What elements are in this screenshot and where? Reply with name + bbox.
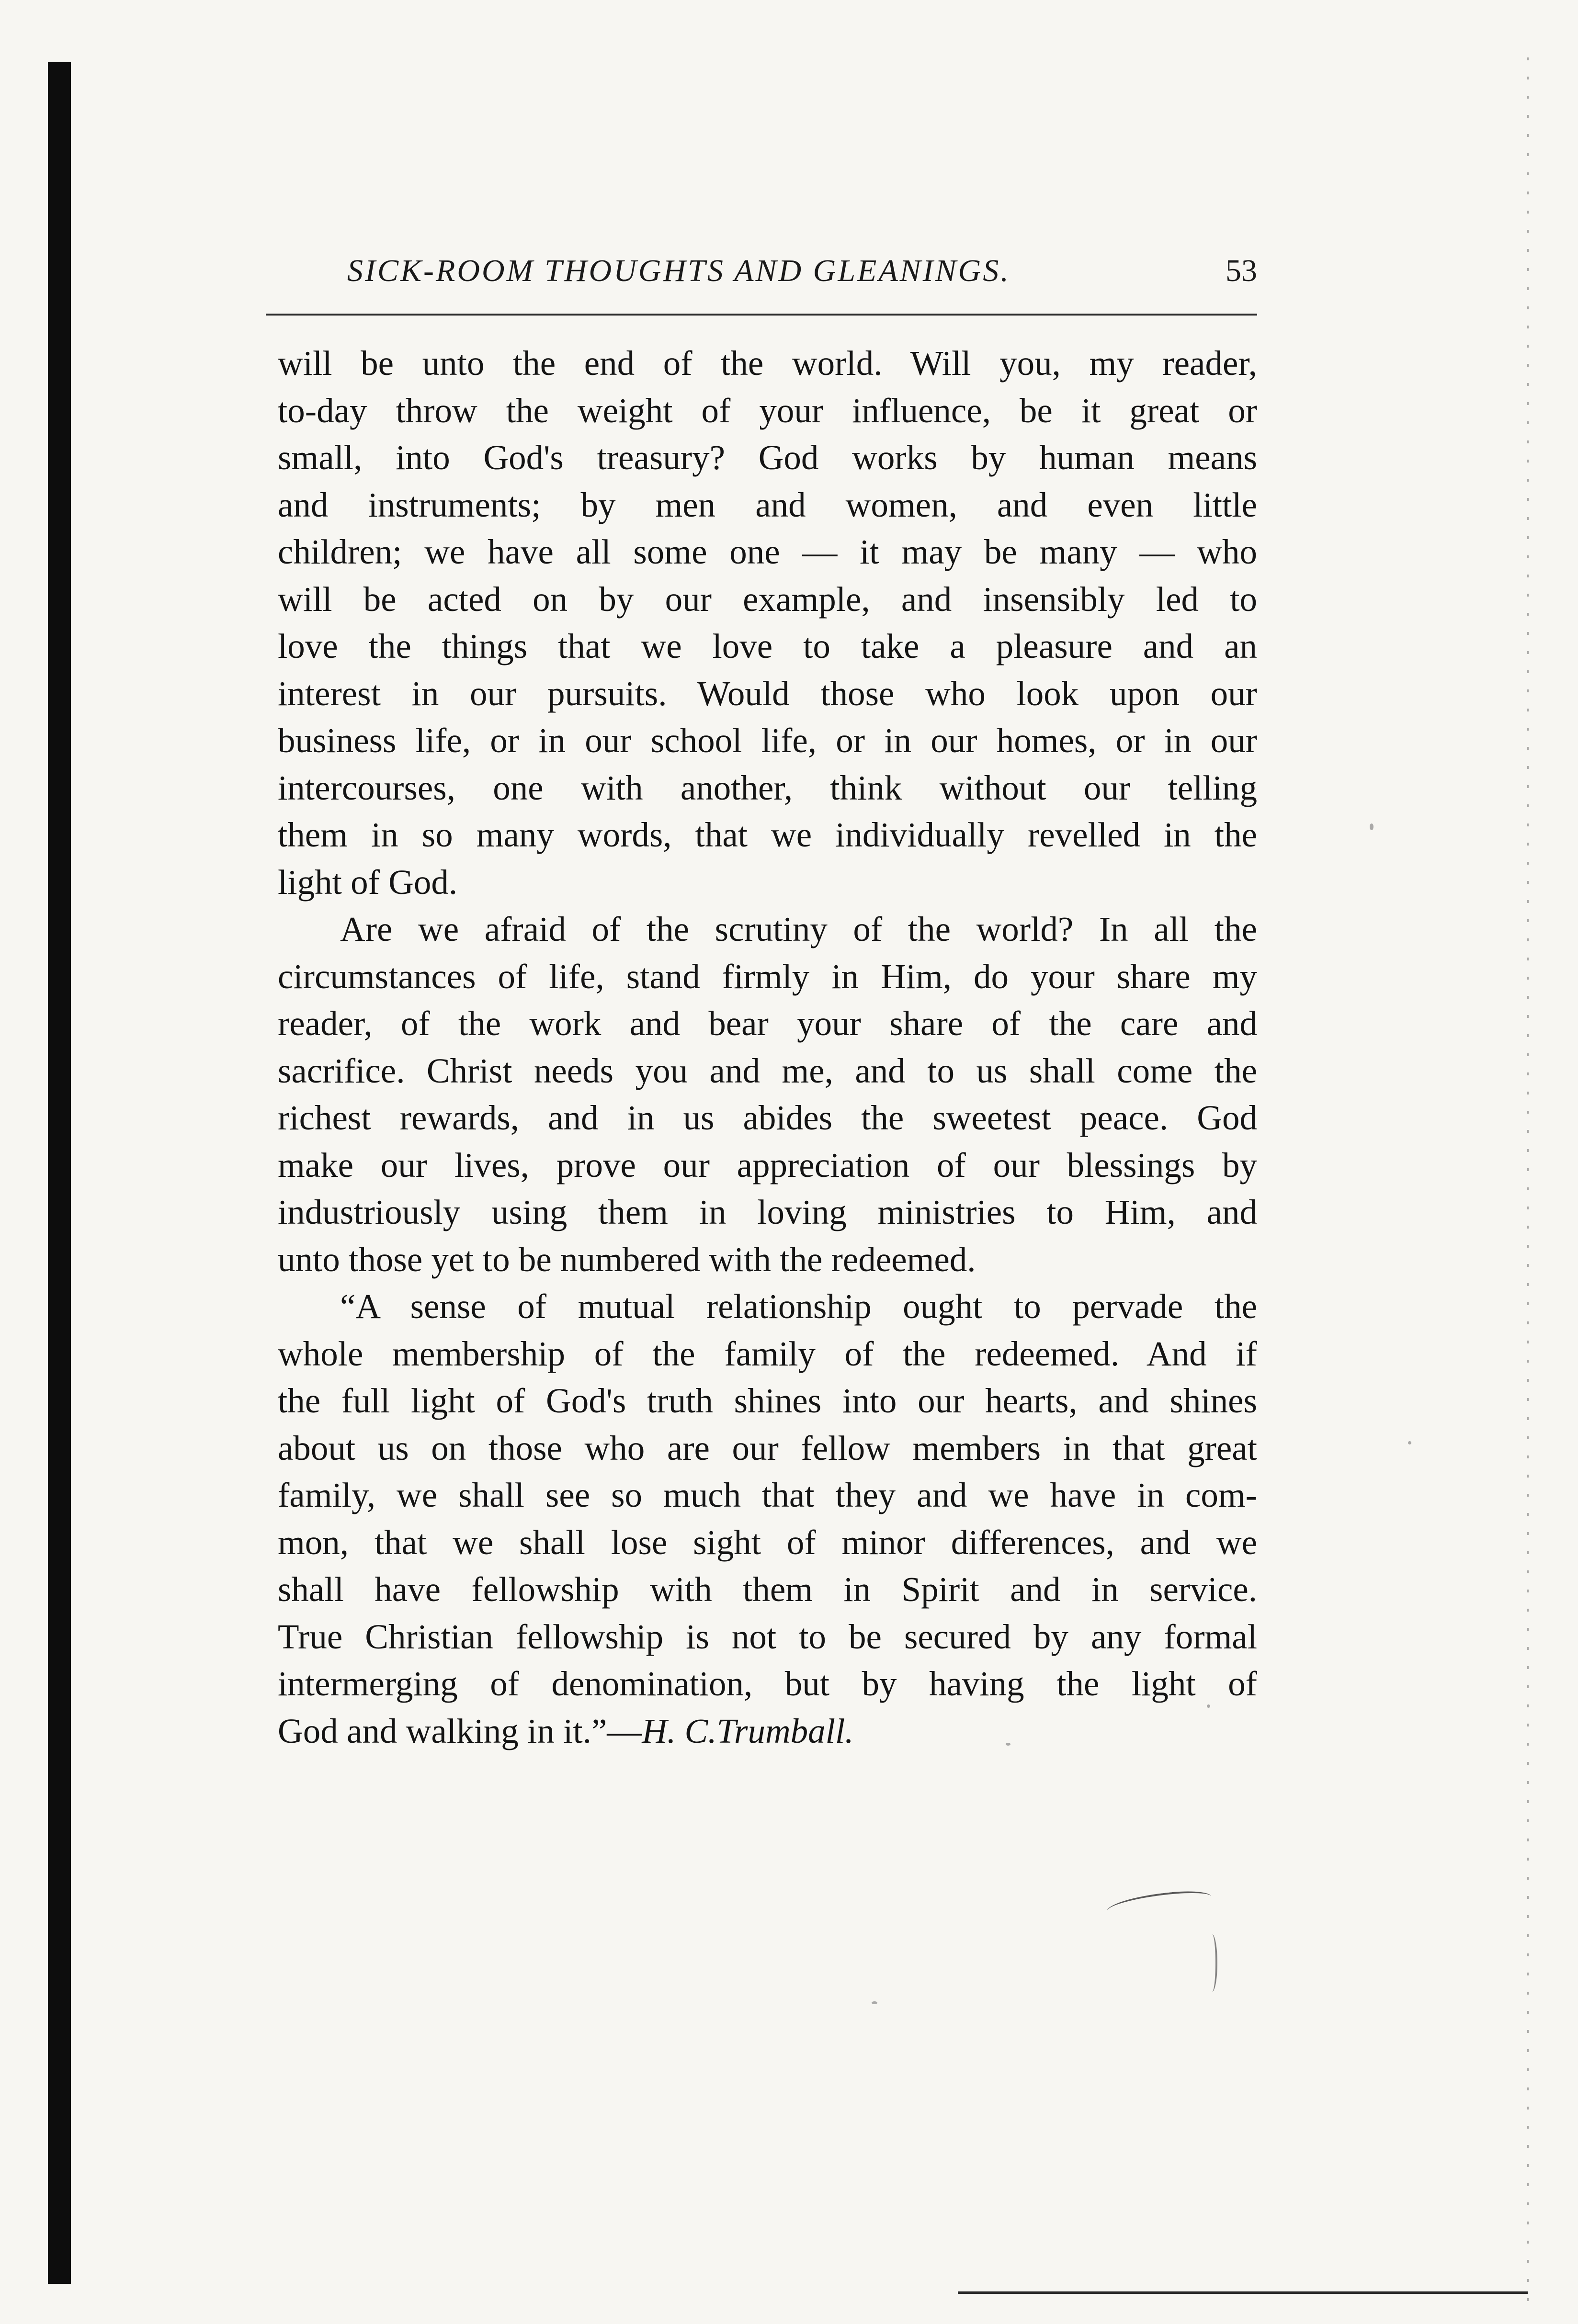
- paper-speck: [1207, 1704, 1210, 1708]
- running-title: SICK-ROOM THOUGHTS AND GLEANINGS.: [347, 253, 1010, 288]
- pen-mark: [1105, 1888, 1212, 1920]
- paper-speck: [1408, 1441, 1411, 1444]
- text-line: industriously using them in loving ministries to Him, and: [278, 1193, 1257, 1231]
- text-line: intermerging of denomination, but by having the light of: [278, 1664, 1257, 1703]
- text-line: to-day throw the weight of your influence, be it great or: [278, 391, 1257, 430]
- text-line: True Christian fellowship is not to be secured by any formal: [278, 1617, 1257, 1656]
- text-line: reader, of the work and bear your share of the care and: [278, 1004, 1257, 1043]
- page-edge-bottom: [958, 2291, 1528, 2294]
- pen-mark-tail: [1207, 1934, 1217, 1992]
- text-line: unto those yet to be numbered with the redeemed.: [278, 1240, 976, 1279]
- paper-speck: [872, 2001, 877, 2004]
- text-line: light of God.: [278, 862, 458, 902]
- text-line: about us on those who are our fellow members in that great: [278, 1428, 1257, 1467]
- header-rule: [266, 314, 1257, 316]
- text-line: will be unto the end of the world. Will you, my reader,: [278, 344, 1257, 383]
- quote-attribution: H. C.Trumball.: [642, 1711, 854, 1750]
- paper-speck: [1006, 1743, 1010, 1746]
- text-line: and instruments; by men and women, and even little: [278, 485, 1257, 524]
- text-line: make our lives, prove our appreciation of our blessings by: [278, 1145, 1257, 1185]
- text-line: them in so many words, that we individually revelled in the: [278, 815, 1257, 854]
- text-line: “A sense of mutual relationship ought to pervade the: [340, 1287, 1257, 1326]
- text-line: richest rewards, and in us abides the sweetest peace. God: [278, 1098, 1257, 1137]
- text-line-final: [278, 1708, 1257, 1755]
- body-text: [278, 340, 1257, 1755]
- text-line: intercourses, one with another, think without our telling: [278, 768, 1257, 807]
- text-line: Are we afraid of the scrutiny of the world? In all the: [340, 910, 1257, 948]
- page-edge-right: [1527, 57, 1529, 2303]
- text-line: children; we have all some one — it may be many — who: [278, 532, 1257, 571]
- page-header: [266, 248, 1257, 301]
- paper-speck: [1370, 824, 1374, 830]
- text-line: whole membership of the family of the redeemed. And if: [278, 1334, 1257, 1373]
- text-line: shall have fellowship with them in Spirit and in service.: [278, 1570, 1257, 1609]
- text-line: interest in our pursuits. Would those who look upon our: [278, 674, 1257, 713]
- text-line: sacrifice. Christ needs you and me, and to us shall come the: [278, 1051, 1257, 1090]
- text-line-tail: God and walking in it.”—: [278, 1711, 642, 1750]
- text-line: circumstances of life, stand firmly in Him, do your share my: [278, 957, 1257, 996]
- text-line: will be acted on by our example, and insensibly led to: [278, 579, 1257, 619]
- book-binding-shadow: [48, 62, 71, 2284]
- text-line: mon, that we shall lose sight of minor differences, and we: [278, 1523, 1257, 1562]
- text-line: love the things that we love to take a pleasure and an: [278, 627, 1257, 666]
- text-line: small, into God's treasury? God works by human means: [278, 438, 1257, 477]
- text-line: family, we shall see so much that they and we have in com-: [278, 1476, 1257, 1514]
- text-line: the full light of God's truth shines into our hearts, and shines: [278, 1381, 1257, 1420]
- page-number: 53: [1226, 253, 1257, 288]
- text-line: business life, or in our school life, or in our homes, or in our: [278, 721, 1257, 760]
